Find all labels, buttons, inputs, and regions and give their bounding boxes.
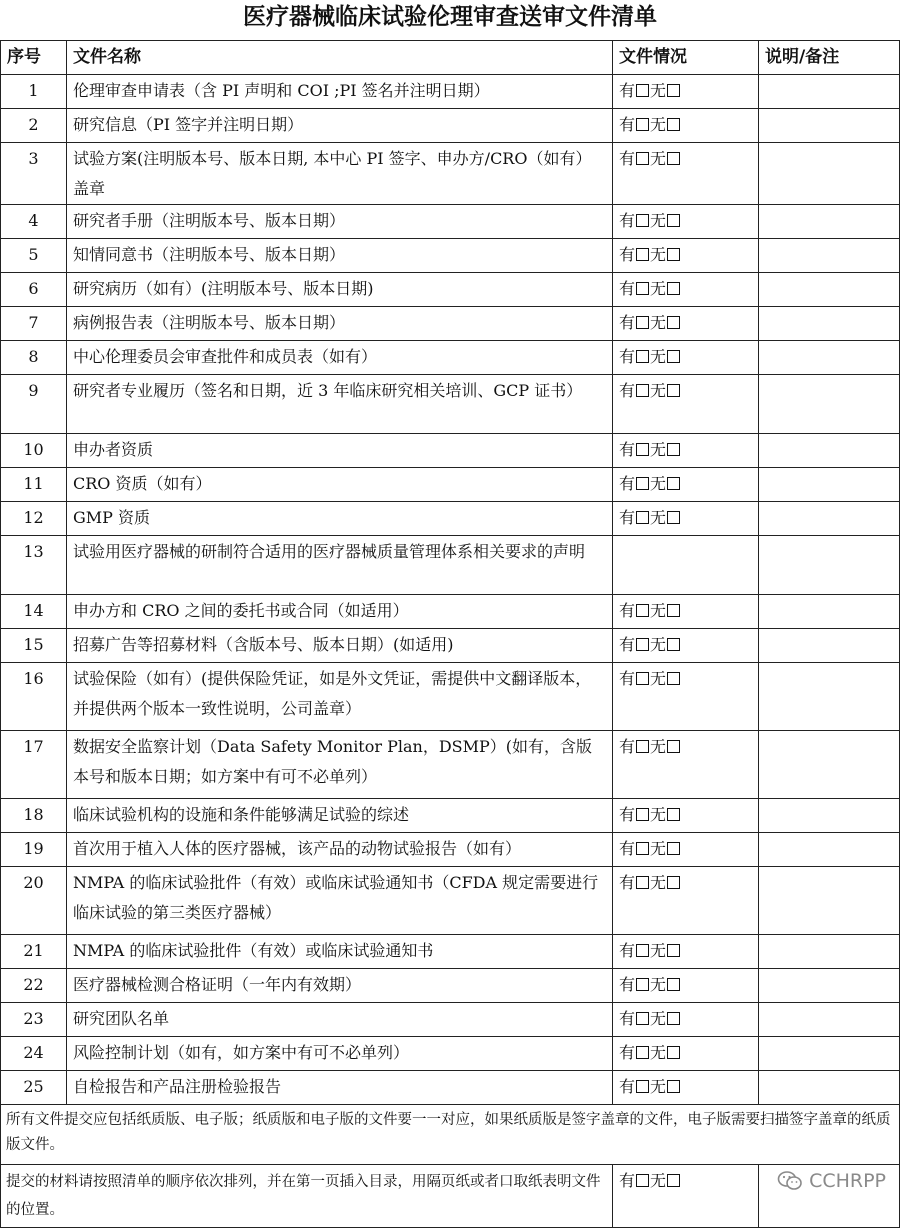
status-checkboxes	[619, 941, 681, 960]
status-cell	[613, 239, 759, 273]
row-number: 14	[1, 595, 67, 629]
row-number: 24	[1, 1037, 67, 1071]
remark-cell[interactable]	[759, 143, 900, 205]
watermark-text: CCHRPP	[809, 1170, 886, 1192]
row-number: 9	[1, 375, 67, 434]
yes-checkbox[interactable]	[636, 214, 649, 227]
status-checkboxes	[619, 115, 681, 134]
yes-checkbox[interactable]	[636, 316, 649, 329]
row-number: 21	[1, 935, 67, 969]
status-cell	[613, 502, 759, 536]
document-name: 中心伦理委员会审查批件和成员表（如有）	[67, 341, 613, 375]
yes-label: 有	[619, 1077, 636, 1096]
status-checkboxes	[619, 381, 681, 400]
note-row	[1, 1105, 900, 1165]
yes-checkbox[interactable]	[636, 1046, 649, 1059]
status-cell	[613, 969, 759, 1003]
yes-checkbox[interactable]	[636, 1174, 649, 1187]
yes-checkbox[interactable]	[636, 511, 649, 524]
yes-label: 有	[619, 941, 636, 960]
no-label: 无	[650, 669, 667, 688]
status-cell	[613, 1165, 759, 1228]
table-row	[1, 1003, 900, 1037]
yes-label: 有	[619, 440, 636, 459]
status-checkboxes	[619, 737, 681, 756]
document-name: 研究者专业履历（签名和日期，近 3 年临床研究相关培训、GCP 证书）	[67, 375, 613, 434]
no-label: 无	[650, 805, 667, 824]
row-number: 19	[1, 833, 67, 867]
remark-cell[interactable]	[759, 468, 900, 502]
table-row	[1, 143, 900, 205]
remark-cell[interactable]	[759, 867, 900, 935]
status-cell	[613, 1003, 759, 1037]
remark-cell[interactable]	[759, 205, 900, 239]
no-checkbox[interactable]	[667, 876, 680, 889]
document-name: 申办方和 CRO 之间的委托书或合同（如适用）	[67, 595, 613, 629]
no-label: 无	[650, 1043, 667, 1062]
remark-cell[interactable]	[759, 595, 900, 629]
header-no: 序号	[1, 41, 67, 75]
status-checkboxes	[619, 601, 681, 620]
yes-checkbox[interactable]	[636, 842, 649, 855]
no-checkbox[interactable]	[667, 672, 680, 685]
no-checkbox[interactable]	[667, 740, 680, 753]
yes-label: 有	[619, 635, 636, 654]
remark-cell[interactable]	[759, 502, 900, 536]
table-row	[1, 468, 900, 502]
remark-cell[interactable]	[759, 663, 900, 731]
no-checkbox[interactable]	[667, 1012, 680, 1025]
no-label: 无	[650, 347, 667, 366]
document-name: 伦理审查申请表（含 PI 声明和 COI ;PI 签名并注明日期）	[67, 75, 613, 109]
no-label: 无	[650, 839, 667, 858]
yes-checkbox[interactable]	[636, 808, 649, 821]
yes-label: 有	[619, 839, 636, 858]
remark-cell[interactable]	[759, 731, 900, 799]
header-remark: 说明/备注	[759, 41, 900, 75]
row-number: 20	[1, 867, 67, 935]
table-row	[1, 341, 900, 375]
yes-checkbox[interactable]	[636, 1012, 649, 1025]
yes-label: 有	[619, 381, 636, 400]
document-name: 临床试验机构的设施和条件能够满足试验的综述	[67, 799, 613, 833]
no-checkbox[interactable]	[667, 316, 680, 329]
status-checkboxes	[619, 1009, 681, 1028]
row-number: 11	[1, 468, 67, 502]
yes-checkbox[interactable]	[636, 384, 649, 397]
no-label: 无	[650, 245, 667, 264]
row-number: 3	[1, 143, 67, 205]
no-label: 无	[650, 81, 667, 100]
yes-label: 有	[619, 1009, 636, 1028]
status-cell	[613, 629, 759, 663]
status-checkboxes	[619, 1043, 681, 1062]
table-row	[1, 109, 900, 143]
remark-cell[interactable]	[759, 1037, 900, 1071]
table-row	[1, 867, 900, 935]
yes-label: 有	[619, 975, 636, 994]
table-row	[1, 536, 900, 595]
status-checkboxes	[619, 839, 681, 858]
yes-checkbox[interactable]	[636, 282, 649, 295]
table-row	[1, 731, 900, 799]
yes-label: 有	[619, 873, 636, 892]
table-row	[1, 375, 900, 434]
no-label: 无	[650, 313, 667, 332]
watermark	[777, 1170, 886, 1192]
status-cell	[613, 468, 759, 502]
table-row	[1, 663, 900, 731]
yes-checkbox[interactable]	[636, 672, 649, 685]
document-name: 研究团队名单	[67, 1003, 613, 1037]
no-label: 无	[650, 975, 667, 994]
no-label: 无	[650, 508, 667, 527]
table-row	[1, 833, 900, 867]
status-checkboxes	[619, 81, 681, 100]
row-number: 6	[1, 273, 67, 307]
status-cell	[613, 935, 759, 969]
no-label: 无	[650, 279, 667, 298]
document-name: 招募广告等招募材料（含版本号、版本日期）(如适用)	[67, 629, 613, 663]
remark-cell[interactable]	[759, 833, 900, 867]
no-checkbox[interactable]	[667, 118, 680, 131]
table-row	[1, 935, 900, 969]
document-name: 风险控制计划（如有，如方案中有可不必单列）	[67, 1037, 613, 1071]
yes-label: 有	[619, 1043, 636, 1062]
yes-label: 有	[619, 211, 636, 230]
no-checkbox[interactable]	[667, 84, 680, 97]
remark-cell[interactable]	[759, 307, 900, 341]
yes-checkbox[interactable]	[636, 740, 649, 753]
status-cell	[613, 867, 759, 935]
yes-label: 有	[619, 81, 636, 100]
yes-label: 有	[619, 149, 636, 168]
yes-label: 有	[619, 279, 636, 298]
yes-label: 有	[619, 347, 636, 366]
no-checkbox[interactable]	[667, 248, 680, 261]
no-checkbox[interactable]	[667, 604, 680, 617]
remark-cell[interactable]	[759, 273, 900, 307]
table-row	[1, 799, 900, 833]
row-number: 8	[1, 341, 67, 375]
status-cell	[613, 833, 759, 867]
remark-cell[interactable]	[759, 799, 900, 833]
status-cell	[613, 434, 759, 468]
final-row	[1, 1165, 900, 1228]
no-label: 无	[650, 1009, 667, 1028]
yes-label: 有	[619, 115, 636, 134]
no-checkbox[interactable]	[667, 384, 680, 397]
row-number: 23	[1, 1003, 67, 1037]
status-cell	[613, 143, 759, 205]
row-number: 4	[1, 205, 67, 239]
row-number: 12	[1, 502, 67, 536]
status-checkboxes	[619, 440, 681, 459]
no-label: 无	[650, 873, 667, 892]
document-name: CRO 资质（如有）	[67, 468, 613, 502]
no-label: 无	[650, 115, 667, 134]
row-number: 1	[1, 75, 67, 109]
row-number: 10	[1, 434, 67, 468]
document-name: 医疗器械检测合格证明（一年内有效期）	[67, 969, 613, 1003]
yes-checkbox[interactable]	[636, 638, 649, 651]
remark-cell[interactable]	[759, 75, 900, 109]
status-checkboxes	[619, 873, 681, 892]
no-checkbox[interactable]	[667, 842, 680, 855]
no-checkbox[interactable]	[667, 350, 680, 363]
yes-checkbox[interactable]	[636, 84, 649, 97]
remark-cell[interactable]	[759, 239, 900, 273]
yes-checkbox[interactable]	[636, 443, 649, 456]
document-name: 自检报告和产品注册检验报告	[67, 1071, 613, 1105]
status-cell	[613, 663, 759, 731]
status-checkboxes	[619, 1171, 681, 1190]
no-checkbox[interactable]	[667, 214, 680, 227]
final-text: 提交的材料请按照清单的顺序依次排列，并在第一页插入目录，用隔页纸或者口取纸表明文件的位置。	[1, 1165, 613, 1228]
no-checkbox[interactable]	[667, 638, 680, 651]
header-name: 文件名称	[67, 41, 613, 75]
table-row	[1, 205, 900, 239]
table-row	[1, 969, 900, 1003]
status-cell	[613, 75, 759, 109]
row-number: 17	[1, 731, 67, 799]
yes-checkbox[interactable]	[636, 350, 649, 363]
table-row	[1, 434, 900, 468]
table-row	[1, 502, 900, 536]
yes-checkbox[interactable]	[636, 1080, 649, 1093]
row-number: 25	[1, 1071, 67, 1105]
no-checkbox[interactable]	[667, 477, 680, 490]
no-checkbox[interactable]	[667, 978, 680, 991]
status-cell	[613, 595, 759, 629]
status-cell	[613, 799, 759, 833]
status-cell	[613, 375, 759, 434]
yes-checkbox[interactable]	[636, 152, 649, 165]
remark-cell[interactable]	[759, 969, 900, 1003]
document-name: 试验保险（如有）(提供保险凭证，如是外文凭证，需提供中文翻译版本，并提供两个版本一致性说明，公司盖章）	[67, 663, 613, 731]
row-number: 16	[1, 663, 67, 731]
status-checkboxes	[619, 805, 681, 824]
row-number: 22	[1, 969, 67, 1003]
status-cell	[613, 1037, 759, 1071]
wechat-icon	[777, 1170, 803, 1192]
no-checkbox[interactable]	[667, 152, 680, 165]
row-number: 2	[1, 109, 67, 143]
yes-checkbox[interactable]	[636, 118, 649, 131]
table-row	[1, 239, 900, 273]
table-row	[1, 595, 900, 629]
yes-checkbox[interactable]	[636, 248, 649, 261]
yes-label: 有	[619, 601, 636, 620]
yes-checkbox[interactable]	[636, 944, 649, 957]
page-title: 医疗器械临床试验伦理审查送审文件清单	[243, 4, 657, 30]
yes-checkbox[interactable]	[636, 604, 649, 617]
status-cell	[613, 536, 759, 595]
status-cell	[613, 731, 759, 799]
status-checkboxes	[619, 669, 681, 688]
no-label: 无	[650, 737, 667, 756]
status-checkboxes	[619, 635, 681, 654]
status-cell	[613, 341, 759, 375]
yes-label: 有	[619, 1171, 636, 1190]
no-checkbox[interactable]	[667, 1080, 680, 1093]
no-label: 无	[650, 381, 667, 400]
status-checkboxes	[619, 313, 681, 332]
no-label: 无	[650, 601, 667, 620]
remark-cell[interactable]	[759, 629, 900, 663]
document-name: GMP 资质	[67, 502, 613, 536]
no-label: 无	[650, 474, 667, 493]
status-checkboxes	[619, 474, 681, 493]
no-checkbox[interactable]	[667, 282, 680, 295]
status-checkboxes	[619, 975, 681, 994]
row-number: 5	[1, 239, 67, 273]
remark-cell[interactable]	[759, 935, 900, 969]
no-label: 无	[650, 635, 667, 654]
status-checkboxes	[619, 1077, 681, 1096]
header-status: 文件情况	[613, 41, 759, 75]
no-label: 无	[650, 211, 667, 230]
row-number: 18	[1, 799, 67, 833]
remark-cell[interactable]	[759, 375, 900, 434]
document-name: 研究病历（如有）(注明版本号、版本日期)	[67, 273, 613, 307]
document-name: 试验方案(注明版本号、版本日期, 本中心 PI 签字、申办方/CRO（如有）盖章	[67, 143, 613, 205]
remark-cell[interactable]	[759, 536, 900, 595]
document-name: 申办者资质	[67, 434, 613, 468]
document-name: 研究者手册（注明版本号、版本日期）	[67, 205, 613, 239]
document-name: NMPA 的临床试验批件（有效）或临床试验通知书（CFDA 规定需要进行临床试验的第三类医疗器械）	[67, 867, 613, 935]
status-cell	[613, 205, 759, 239]
document-name: 数据安全监察计划（Data Safety Monitor Plan，DSMP）(如有，含版本号和版本日期；如方案中有可不必单列）	[67, 731, 613, 799]
remark-cell[interactable]	[759, 434, 900, 468]
document-name: 首次用于植入人体的医疗器械，该产品的动物试验报告（如有）	[67, 833, 613, 867]
document-name: 病例报告表（注明版本号、版本日期）	[67, 307, 613, 341]
remark-cell[interactable]	[759, 341, 900, 375]
document-table	[0, 40, 900, 1228]
yes-checkbox[interactable]	[636, 978, 649, 991]
yes-label: 有	[619, 737, 636, 756]
table-row	[1, 307, 900, 341]
no-label: 无	[650, 1171, 667, 1190]
table-row	[1, 273, 900, 307]
document-name: 试验用医疗器械的研制符合适用的医疗器械质量管理体系相关要求的声明	[67, 536, 613, 595]
table-row	[1, 75, 900, 109]
yes-label: 有	[619, 245, 636, 264]
status-cell	[613, 307, 759, 341]
status-cell	[613, 109, 759, 143]
status-checkboxes	[619, 347, 681, 366]
status-checkboxes	[619, 508, 681, 527]
table-row	[1, 1037, 900, 1071]
status-checkboxes	[619, 149, 681, 168]
status-cell	[613, 1071, 759, 1105]
remark-cell[interactable]	[759, 109, 900, 143]
no-label: 无	[650, 941, 667, 960]
row-number: 7	[1, 307, 67, 341]
document-name: 知情同意书（注明版本号、版本日期）	[67, 239, 613, 273]
no-checkbox[interactable]	[667, 944, 680, 957]
yes-label: 有	[619, 669, 636, 688]
status-checkboxes	[619, 279, 681, 298]
yes-label: 有	[619, 313, 636, 332]
no-label: 无	[650, 1077, 667, 1096]
row-number: 15	[1, 629, 67, 663]
no-checkbox[interactable]	[667, 1174, 680, 1187]
document-name: NMPA 的临床试验批件（有效）或临床试验通知书	[67, 935, 613, 969]
remark-cell[interactable]	[759, 1071, 900, 1105]
status-cell	[613, 273, 759, 307]
table-row	[1, 1071, 900, 1105]
yes-label: 有	[619, 805, 636, 824]
no-checkbox[interactable]	[667, 808, 680, 821]
status-checkboxes	[619, 211, 681, 230]
note-text: 所有文件提交应包括纸质版、电子版；纸质版和电子版的文件要一一对应，如果纸质版是签字盖章的文件，电子版需要扫描签字盖章的纸质版文件。	[1, 1105, 900, 1165]
table-row	[1, 629, 900, 663]
row-number: 13	[1, 536, 67, 595]
no-label: 无	[650, 149, 667, 168]
yes-label: 有	[619, 508, 636, 527]
document-name: 研究信息（PI 签字并注明日期）	[67, 109, 613, 143]
remark-cell[interactable]	[759, 1003, 900, 1037]
yes-checkbox[interactable]	[636, 876, 649, 889]
no-label: 无	[650, 440, 667, 459]
no-checkbox[interactable]	[667, 1046, 680, 1059]
no-checkbox[interactable]	[667, 511, 680, 524]
yes-label: 有	[619, 474, 636, 493]
no-checkbox[interactable]	[667, 443, 680, 456]
status-checkboxes	[619, 245, 681, 264]
yes-checkbox[interactable]	[636, 477, 649, 490]
